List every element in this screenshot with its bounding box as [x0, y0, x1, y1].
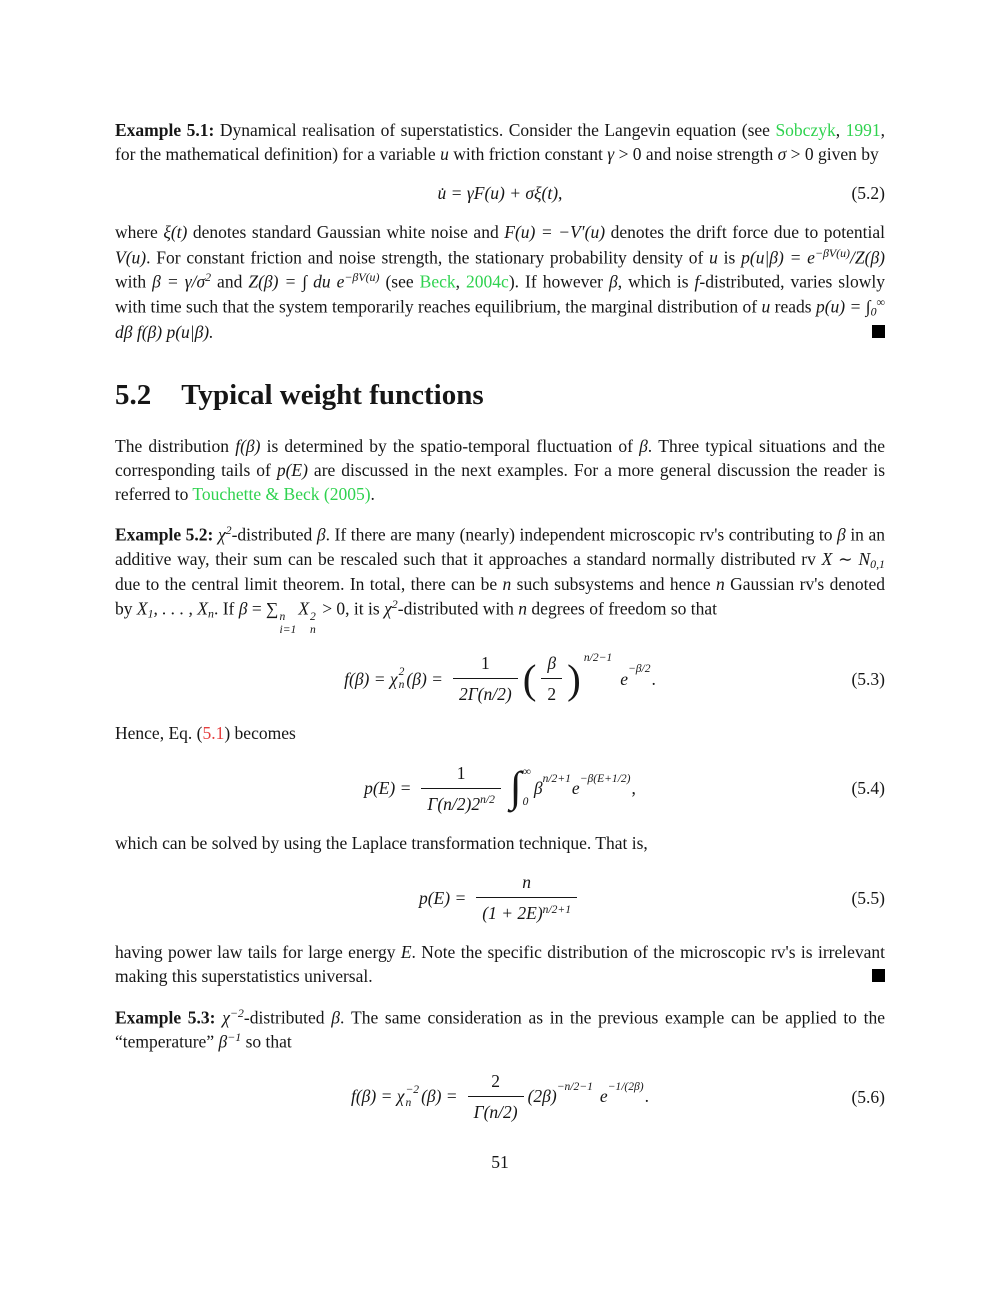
text-run: . If there are many (nearly) independent microscopic rv's contributing to — [325, 524, 838, 545]
exponent: −n/2−1 — [556, 1080, 593, 1093]
equation-number: (5.6) — [851, 1086, 885, 1107]
paragraph-example-5-2 — [115, 522, 885, 636]
math-supsub — [405, 1084, 419, 1109]
math-text: p(u|β) = e — [741, 247, 815, 268]
text-run: -distributed — [231, 524, 317, 545]
subscript: 0,1 — [870, 556, 885, 571]
text-run: , — [455, 271, 467, 292]
math-text: χ — [217, 524, 226, 545]
text-run: . For constant friction and noise strength, the stationary probability density of — [146, 247, 710, 268]
superscript: ∞ — [876, 294, 885, 309]
math-text: β — [639, 435, 648, 456]
paragraph-intro-weights — [115, 434, 885, 506]
superscript: n — [279, 611, 286, 624]
qed-square — [872, 969, 885, 982]
math-expression: u̇ = γF(u) + σξ(t), — [437, 183, 563, 204]
fraction — [541, 651, 562, 706]
text-run: are discussed in the next examples. For a more general discussion the reader is referred to — [115, 460, 886, 505]
text-run: denotes the drift force due to potential — [605, 222, 885, 243]
text-run: ∫ — [302, 271, 308, 292]
superscript: −βV(u) — [814, 245, 851, 260]
math-text: β — [218, 1031, 228, 1052]
subscript: 0 — [870, 304, 877, 319]
text-run: . Three typical situations and the corresponding tails of — [115, 435, 886, 480]
text-run: Gaussian rv's denoted by — [115, 574, 885, 620]
text-run: (see — [379, 271, 420, 292]
bold-text: Example 5.2: — [115, 524, 214, 545]
text-run: > 0 given by — [786, 144, 879, 165]
fraction-numerator: 1 — [456, 762, 466, 783]
text-run: ). If however — [508, 271, 609, 292]
text-run: denotes standard Gaussian white noise and — [187, 222, 505, 243]
math-text: , . . . , X — [153, 599, 208, 620]
math-text: β — [316, 524, 326, 545]
lower-limit: 0 — [522, 796, 529, 809]
text-run: so that — [241, 1031, 292, 1052]
fraction-numerator: β — [547, 653, 557, 674]
math-text: χ — [384, 599, 392, 620]
text-run: > 0, it is — [317, 599, 385, 620]
math-expression: (β) = — [406, 668, 443, 689]
integral: ∫ ∞ 0 — [509, 764, 531, 812]
math-expression: p(E) = — [418, 887, 467, 908]
superscript: 2 — [391, 597, 398, 612]
math-text: f(β) — [235, 435, 261, 456]
paragraph-example-5-3 — [115, 1005, 885, 1054]
math-text: u — [761, 296, 771, 317]
text-run: Hence, Eq. ( — [115, 723, 203, 744]
page-number: 51 — [491, 1152, 509, 1173]
equation-5-5 — [115, 870, 885, 925]
superscript: 2 — [225, 523, 232, 538]
math-expression: f(β) = χ — [344, 668, 398, 689]
math-text: p(E) — [276, 460, 308, 480]
superscript: 2 — [205, 270, 212, 285]
equation-5-6 — [115, 1069, 885, 1124]
math-text: dβ f(β) p(u|β). — [115, 321, 214, 342]
math-text: n — [716, 574, 725, 595]
math-text: β = γ/σ — [152, 271, 206, 292]
equation-body — [419, 870, 581, 925]
text-run: which can be solved by using the Laplace transformation technique. That is, — [115, 832, 648, 853]
math-expression: e — [599, 1086, 608, 1107]
math-expression: (β) = — [421, 1086, 458, 1107]
page-footer — [115, 1150, 885, 1174]
text-run: , which is — [617, 271, 695, 292]
text-run: with friction constant — [448, 144, 608, 165]
paragraph-hence — [115, 721, 885, 745]
citation-link[interactable]: Sobczyk — [775, 120, 836, 140]
math-text: β — [331, 1007, 340, 1028]
text-run: where — [115, 222, 164, 243]
text-run: reads — [770, 296, 816, 317]
citation-link[interactable]: Touchette & Beck (2005) — [192, 484, 371, 505]
math-text: p(u) = — [815, 296, 866, 317]
equation-body: f(β) = χ 2 n (β) = $\frac{1}{2\Gamma(n/2)}$ ( $\frac{\beta}{2}$ ) n/2−1 e −β/2 . — [344, 651, 656, 706]
text-run: degrees of freedom so that — [527, 599, 718, 620]
math-text: V(u) — [115, 247, 147, 268]
integral-limits — [523, 765, 531, 811]
math-text: n — [518, 599, 528, 620]
fraction — [476, 870, 577, 925]
math-expression: Γ(n/2)2 — [427, 793, 481, 814]
exponent: −1/(2β) — [607, 1080, 644, 1093]
math-text: β — [238, 599, 248, 620]
equation-body — [364, 761, 636, 816]
text-run: ∫ — [865, 296, 871, 317]
text-run: having power law tails for large energy — [115, 942, 401, 963]
superscript: 2 — [310, 611, 316, 624]
exponent: n/2−1 — [583, 652, 613, 665]
math-expression: f(β) = χ — [350, 1086, 405, 1107]
subscript: 1 — [147, 606, 154, 621]
paragraph-langevin-details — [115, 220, 885, 344]
math-text: σ — [777, 144, 787, 165]
fraction — [421, 761, 501, 816]
fraction-numerator: n — [522, 871, 531, 892]
punctuation: , — [631, 778, 636, 799]
equation-5-2 — [115, 181, 885, 205]
math-expression: (2β) — [527, 1086, 557, 1107]
equation-body — [351, 1069, 649, 1124]
equation-number: (5.5) — [851, 887, 885, 908]
text-run: = ∑ — [247, 599, 279, 620]
text-run: > 0 and noise strength — [614, 144, 778, 165]
math-expression: β — [533, 778, 543, 799]
exponent: n/2+1 — [542, 903, 571, 916]
section-number: 5.2 — [115, 378, 152, 411]
math-text: ξ(t) — [163, 222, 188, 243]
equation-ref-link[interactable]: 5.1 — [202, 723, 225, 744]
text-run: -distributed, varies slowly with time such that the system temporarily reaches equilibrium, the marginal distribution of — [115, 271, 885, 317]
paragraph-example-5-1 — [115, 118, 885, 166]
text-run: . — [370, 484, 375, 505]
exponent: n/2 — [480, 794, 495, 807]
section-title: Typical weight functions — [181, 378, 484, 411]
text-run: ) becomes — [224, 723, 296, 744]
upper-limit: ∞ — [522, 766, 531, 779]
equation-5-3 — [115, 651, 885, 706]
text-run: and — [211, 271, 249, 292]
text-run: . If — [213, 599, 239, 620]
fraction-denominator: 2 — [541, 678, 562, 706]
text-run: . The same consideration as in the previous example can be applied to the “temperature” — [115, 1007, 885, 1052]
superscript: −2 — [229, 1005, 244, 1020]
math-text: X — [298, 599, 310, 620]
math-supsub — [310, 611, 316, 636]
bold-text: Example 5.1: — [115, 120, 215, 140]
text-run: -distributed with — [397, 599, 519, 620]
math-supsub — [399, 666, 405, 691]
fraction-denominator: Γ(n/2) — [468, 1096, 524, 1124]
superscript: −2 — [405, 1084, 420, 1097]
text-run: due to the central limit theorem. In total, there can be — [115, 574, 503, 595]
math-text: β — [837, 524, 846, 545]
text-run: in an additive way, their sum can be rescaled such that it approaches a standard normally distributed rv — [115, 524, 886, 569]
math-text: du e — [307, 271, 345, 292]
text-run: is — [717, 247, 742, 268]
fraction — [468, 1069, 524, 1124]
math-text: f — [694, 271, 700, 292]
text-run: , — [835, 120, 846, 140]
fraction-numerator: 1 — [480, 653, 490, 674]
paragraph-laplace — [115, 831, 885, 855]
subscript: n — [310, 623, 316, 636]
math-text: E — [400, 942, 412, 963]
math-text: u — [440, 144, 449, 165]
text-run: with — [115, 271, 153, 292]
equation-body — [438, 181, 563, 205]
text-run: -distributed — [243, 1007, 332, 1028]
bold-text: Example 5.3: — [115, 1007, 216, 1028]
math-text: β — [608, 271, 618, 292]
text-run: The distribution — [115, 435, 236, 456]
math-expression: p(E) = — [364, 778, 412, 799]
citation-link[interactable]: 1991 — [845, 120, 881, 140]
fraction-numerator: 2 — [491, 1070, 500, 1091]
math-expression: e — [571, 778, 580, 799]
math-text: χ — [222, 1007, 230, 1028]
math-text: X ∼ N — [821, 548, 871, 569]
math-text: γ — [607, 144, 615, 165]
exponent: n/2+1 — [542, 772, 571, 785]
subscript: i=1 — [279, 623, 297, 636]
equation-5-4 — [115, 761, 885, 816]
superscript: 2 — [398, 666, 405, 679]
equation-number: (5.3) — [851, 668, 885, 689]
citation-link[interactable]: Beck — [419, 271, 456, 292]
subscript: n — [398, 678, 405, 691]
equation-number: (5.4) — [851, 778, 885, 799]
math-text: /Z(β) — [850, 247, 885, 268]
text-run: , for the mathematical definition) for a variable — [115, 120, 885, 165]
math-text: X — [136, 599, 148, 620]
punctuation: . — [644, 1086, 650, 1107]
math-text: Z(β) = — [248, 271, 303, 292]
paragraph-power-law — [115, 940, 885, 988]
section-heading — [115, 380, 885, 412]
equation-number: (5.2) — [851, 183, 885, 204]
text-run: is determined by the spatio-temporal fluctuation of — [260, 435, 640, 456]
math-expression: e — [620, 668, 628, 689]
math-text: n — [502, 574, 512, 595]
fraction-denominator — [421, 788, 501, 816]
subscript: n — [405, 1096, 412, 1109]
fraction-denominator: 2Γ(n/2) — [453, 678, 518, 706]
math-text: F(u) = −V′(u) — [504, 222, 606, 243]
superscript: −βV(u) — [344, 270, 380, 285]
exponent: −β/2 — [627, 663, 651, 676]
superscript: −1 — [227, 1030, 242, 1045]
citation-link[interactable]: 2004c — [466, 271, 509, 292]
math-expression: (1 + 2E) — [482, 903, 543, 924]
text-run: such subsystems and hence — [511, 574, 717, 595]
punctuation: . — [651, 668, 656, 689]
qed-square — [872, 325, 885, 338]
subscript: n — [207, 606, 214, 621]
math-text: u — [709, 247, 718, 268]
fraction — [453, 651, 518, 706]
fraction-denominator — [476, 897, 577, 925]
text-run: . Note the specific distribution of the microscopic rv's is irrelevant making this superstatistics universal. — [115, 942, 886, 987]
math-supsub — [280, 611, 297, 636]
text-run: Dynamical realisation of superstatistics. Consider the Langevin equation (see — [214, 120, 776, 140]
exponent: −β(E+1/2) — [579, 772, 631, 785]
